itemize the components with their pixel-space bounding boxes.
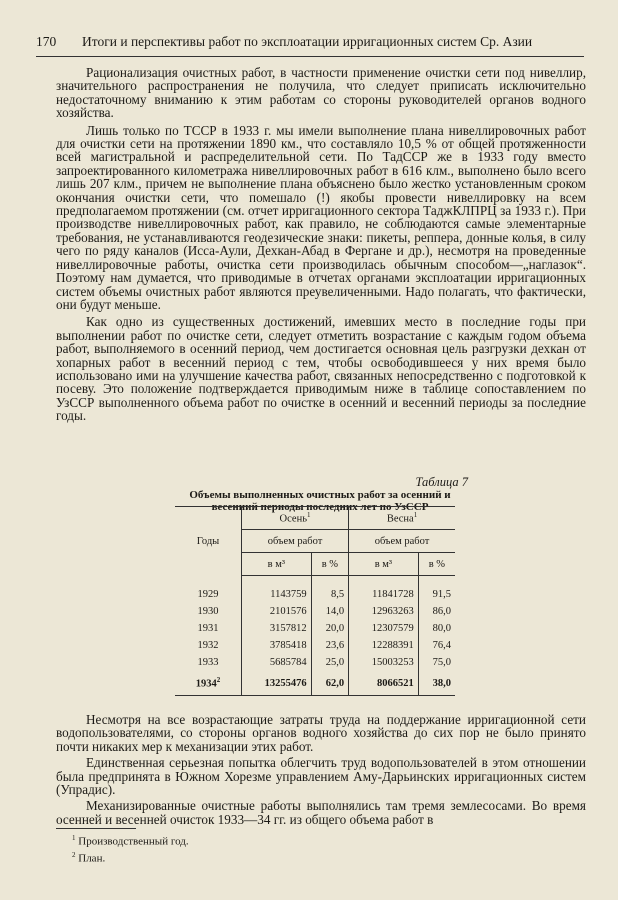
body-text-top xyxy=(56,66,586,423)
col-header-volume-spring: объем работ xyxy=(349,530,455,553)
paragraph: Лишь только по ТССР в 1933 г. мы имели выполнение плана нивеллировочных работ для очистки сети на протяжении 1890 км., что составляло 10,5 % от общей протяженности всей магистральной и распределительной сети. По ТадССР же в 1933 году вместо запроектированного километража нивеллировочных работ в 616 клм., выполнено было всего лишь 207 клм., причем не выполнение плана объяснено было жестко установленным сроком окончания очистки сети, что помешало (!) якобы провести нивеллировку на всем предполагаемом протяжении (см. отчет ирригационного сектора ТаджКЛПРЦ за 1933 г.). При производстве нивеллировочных работ, как правило, не соблюдаются самые элементарные требования, не устанавливаются геодезические знаки: пикеты, реппера, донные колья, в силу чего по ряду каналов (Исса-Аули, Дехкан-Абад в Фергане и др.), несмотря на проведенные нивеллировочные работы, очистка сети производилась обычным способом—„наглазок“. Поэтому нам думается, что приводимые в отчетах органами эксплоатации ирригационных систем объемы очистных работ являются преувеличенными. Надо полагать, что фактически, они будут меньше. xyxy=(56,122,586,312)
paragraph: Как одно из существенных достижений, имевших место в последние годы при выполнении работ по очистке сети, следует отметить возрастание с каждым годом объема работ, выполняемого в осенний период, чем достигается основная цель разгрузки дехкан от хопарных работ в весенний период с тем, чтобы освободившееся у них время было использовано ими на улучшение качества работ, связанных непосредственно с подготовкой к посеву. Это положение подтверждается приводимым ниже в таблице сопоставлением по УзССР выполненного объема работ по очистке в осенний и весенний периоды за последние годы. xyxy=(56,314,586,424)
paragraph: Рационализация очистных работ, в частности применение очистки сети под нивеллир, значительного распространения не получила, что следует приписать исключительно недостаточному вниманию к этим работам со стороны руководителей органов водного хозяйства. xyxy=(56,65,586,121)
paragraph: Механизированные очистные работы выполнялись там тремя землесосами. Во время осенней и весенней очисток 1933—34 гг. из общего объема работ в xyxy=(56,798,586,827)
footnote-rule xyxy=(56,828,136,829)
col-header-pct: в % xyxy=(311,553,348,576)
footnote: $^2$ План. xyxy=(72,850,106,865)
data-table xyxy=(175,506,455,696)
running-title: Итоги и перспективы работ по эксплоатации ирригационных систем Ср. Азии xyxy=(82,34,533,49)
table-row: 1929 1143759 8,5 11841728 91,5 xyxy=(175,586,455,603)
col-header-spring: Весна$^1$ xyxy=(349,507,455,530)
col-header-pct: в % xyxy=(418,553,455,576)
col-header-m3: в м³ xyxy=(349,553,419,576)
page-number: 170 xyxy=(36,34,57,49)
table-row: 1931 3157812 20,0 12307579 80,0 xyxy=(175,620,455,637)
table-title: Объемы выполненных очистных работ за осенний и весенний периоды последних лет по УзССР xyxy=(189,489,451,513)
col-header-volume-autumn: объем работ xyxy=(242,530,349,553)
table-row: 1930 2101576 14,0 12963263 86,0 xyxy=(175,603,455,620)
paragraph: Единственная серьезная попытка облегчить труд водопользователей в этом отношении была предпринята в Южном Хорезме управлением Аму-Дарьинских ирригационных систем (Упрадис). xyxy=(56,755,586,798)
col-header-m3: в м³ xyxy=(242,553,312,576)
paragraph: Несмотря на все возрастающие затраты труда на поддержание ирригационной сети водопользователями, со стороны органов водного хозяйства до сих пор не было принято почти никаких мер к механизации этих работ. xyxy=(56,712,586,754)
table-row: 1932 3785418 23,6 12288391 76,4 xyxy=(175,637,455,654)
body-text-bottom xyxy=(56,713,586,826)
col-header-autumn: Осень$^1$ xyxy=(242,507,349,530)
table-number: Таблица 7 xyxy=(415,475,468,489)
header-rule xyxy=(36,56,584,57)
table-row: 1934$^2$ 13255476 62,0 8066521 38,0 xyxy=(175,671,455,696)
running-header xyxy=(36,34,586,50)
footnotes xyxy=(72,832,189,865)
footnote: $^1$ Производственный год. xyxy=(72,834,189,848)
table-row: 1933 5685784 25,0 15003253 75,0 xyxy=(175,654,455,671)
col-header-year: Годы xyxy=(175,507,242,576)
